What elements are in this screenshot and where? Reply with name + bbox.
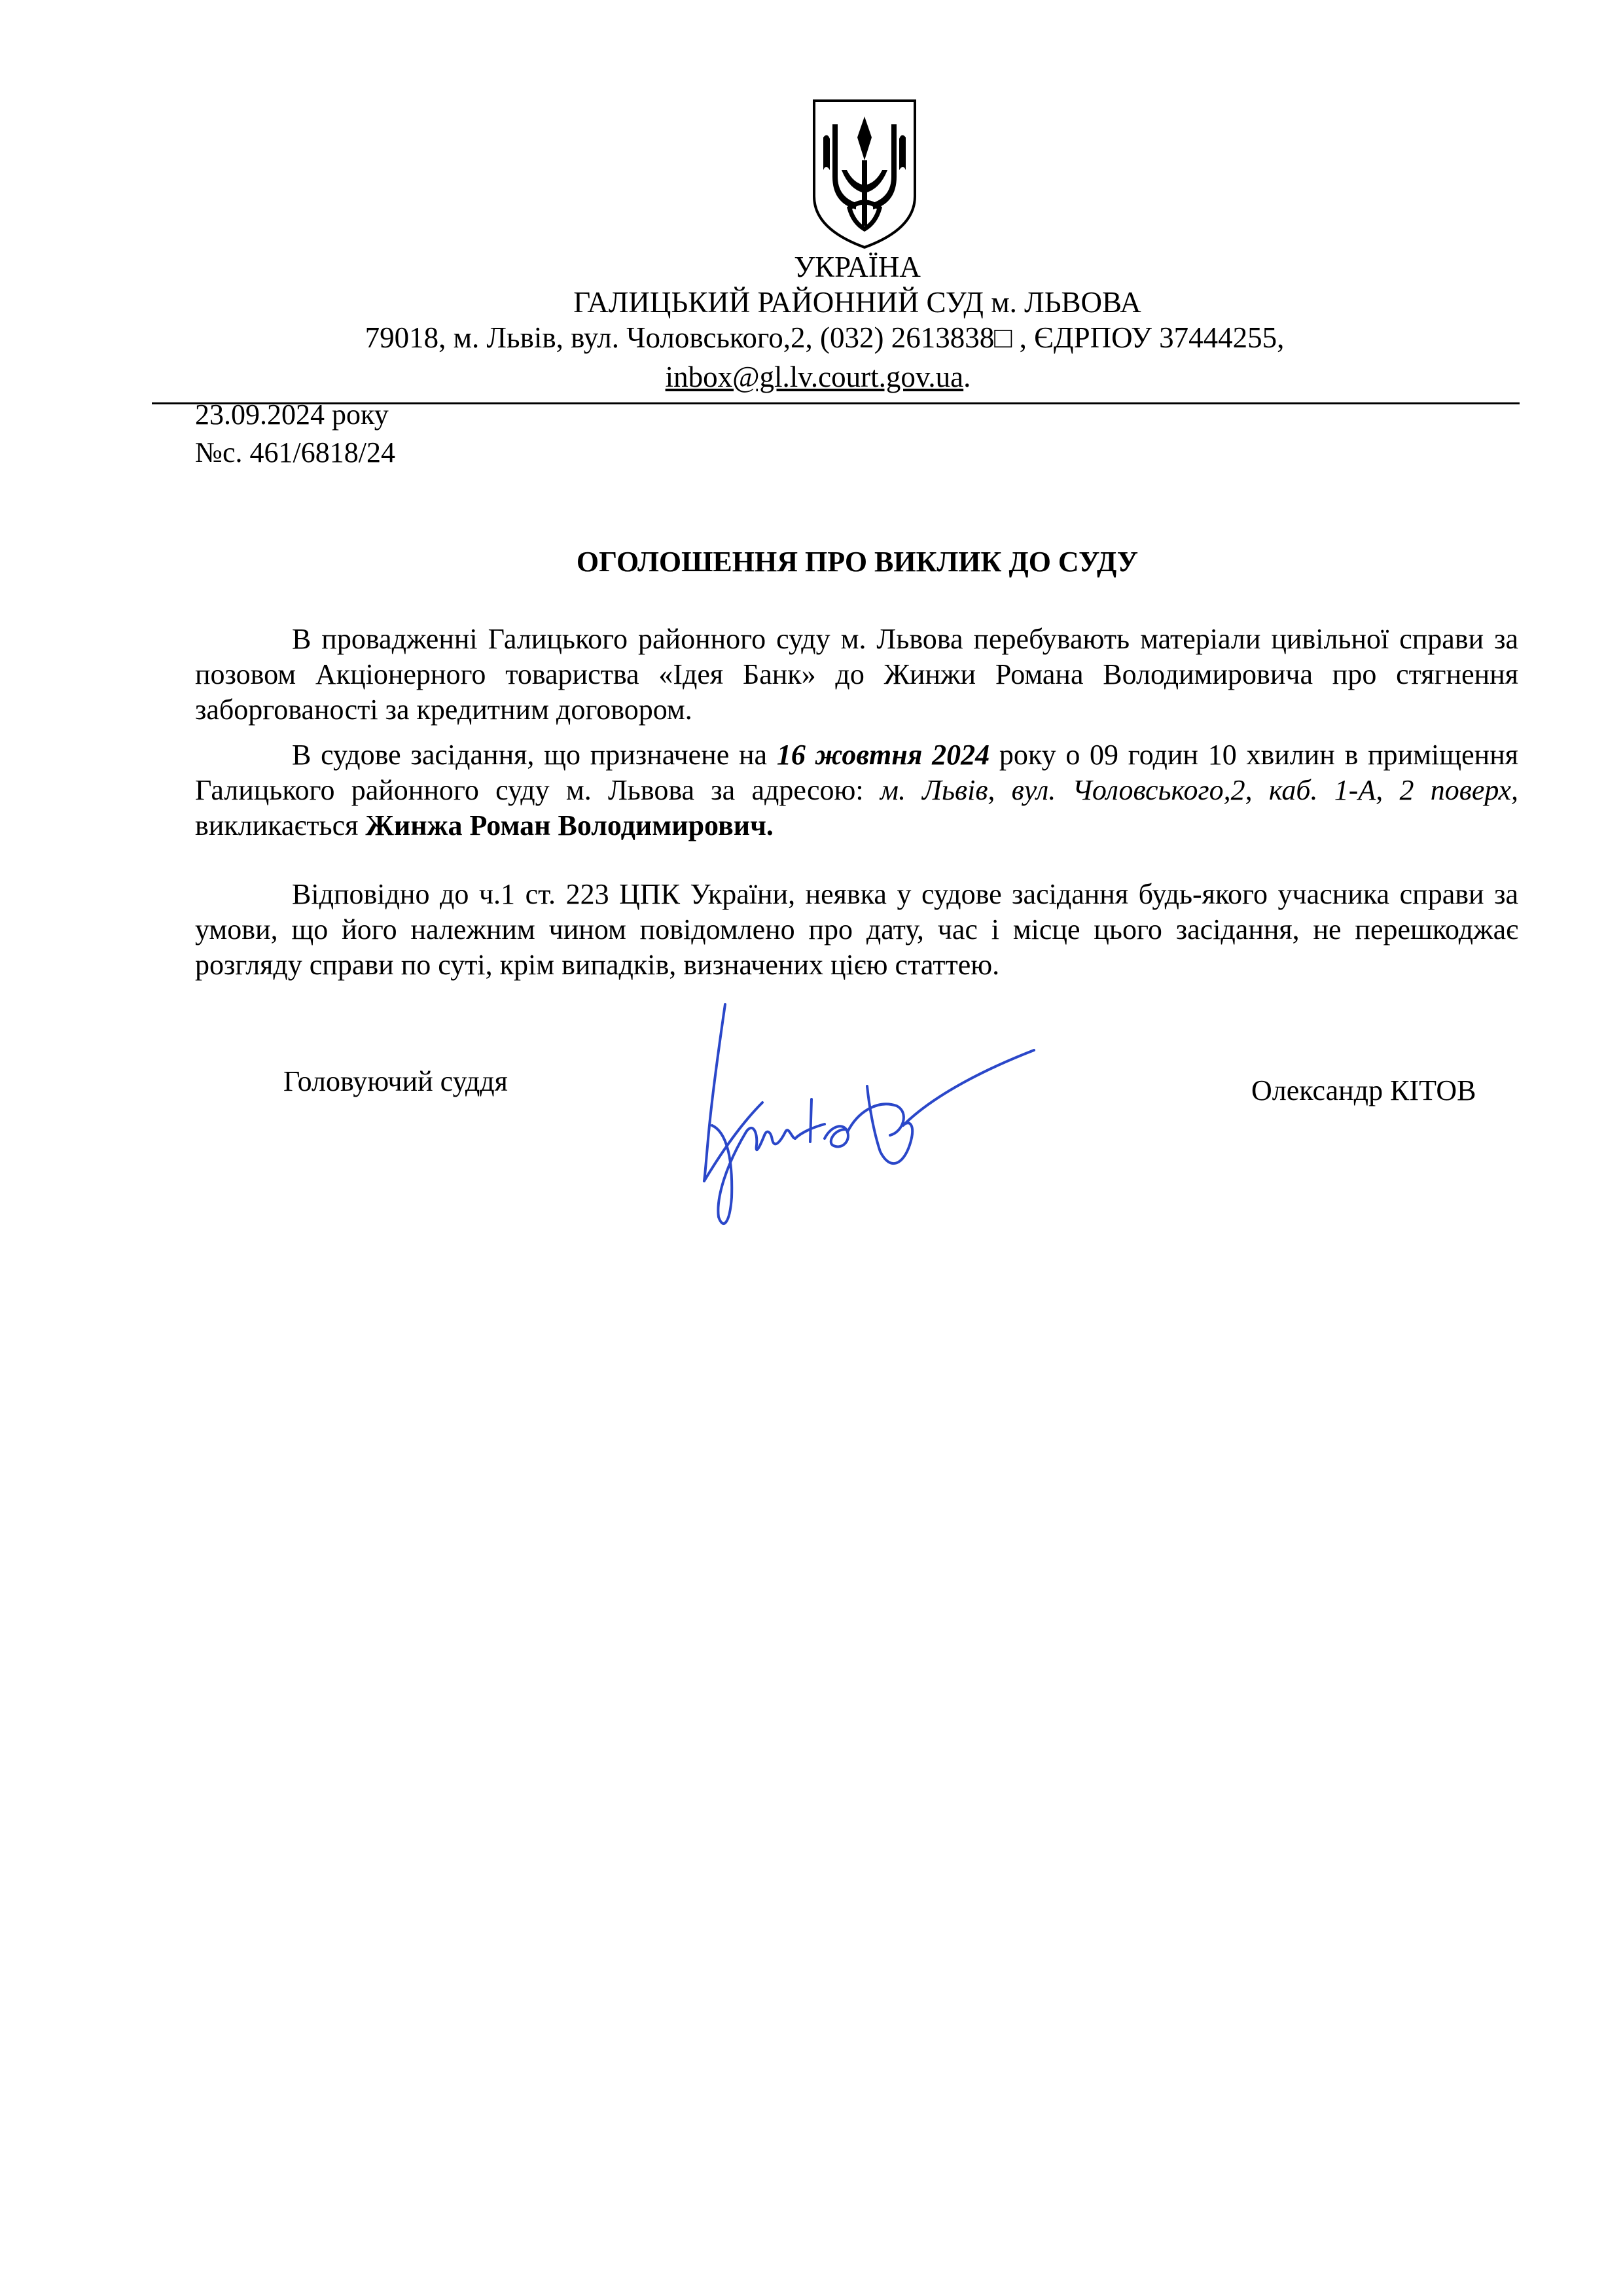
court-email-link[interactable]: inbox@gl.lv.court.gov.ua bbox=[665, 361, 964, 393]
hearing-address: м. Львів, вул. Чоловського,2, каб. 1-А, 2 поверх, bbox=[880, 774, 1518, 806]
handwritten-signature bbox=[694, 1001, 1073, 1237]
court-address: 79018, м. Львів, вул. Чоловського,2, (032) 2613838□ , ЄДРПОУ 37444255, bbox=[365, 321, 1285, 354]
document-date: 23.09.2024 року bbox=[195, 398, 389, 431]
paragraph-text: викликається bbox=[195, 809, 366, 841]
hearing-date: 16 жовтня 2024 bbox=[776, 739, 990, 771]
paragraph-text: В судове засідання, що призначене на bbox=[292, 739, 777, 771]
body-paragraph-2 bbox=[195, 737, 1518, 843]
body-paragraph-3 bbox=[195, 877, 1518, 983]
country-heading: УКРАЇНА bbox=[794, 251, 921, 283]
body-paragraph-1 bbox=[195, 622, 1518, 728]
trident-coat-of-arms-icon bbox=[810, 98, 919, 250]
paragraph-text: В провадженні Галицького районного суду м. Львова перебувають матеріали цивільної справи за позовом Акціонерного товариства «Ідея Банк» до Жинжи Романа Володимировича про стягнення заборгованості за кредитним договором. bbox=[195, 623, 1518, 726]
court-email-line bbox=[7, 359, 1623, 395]
email-suffix: . bbox=[963, 361, 971, 393]
case-number: №с. 461/6818/24 bbox=[195, 436, 395, 468]
signatory-name: Олександр КІТОВ bbox=[1251, 1074, 1476, 1106]
court-name-heading: ГАЛИЦЬКИЙ РАЙОННИЙ СУД м. ЛЬВОВА bbox=[573, 286, 1141, 319]
document-title: ОГОЛОШЕННЯ ПРО ВИКЛИК ДО СУДУ bbox=[576, 546, 1139, 578]
paragraph-text: Відповідно до ч.1 ст. 223 ЦПК України, неявка у судове засідання будь-якого учасника справи за умови, що його належним чином повідомлено про дату, час і місце цього засідання, не перешкоджає розгляду справи по суті, крім випадків, визначених цією статтею. bbox=[195, 878, 1518, 981]
signatory-title: Головуючий суддя bbox=[283, 1065, 508, 1097]
summoned-person: Жинжа Роман Володимирович. bbox=[365, 809, 774, 841]
paragraph-text: року о 09 годин 10 хвилин в приміщення Галицького районного суду м. Львова за адресою: bbox=[195, 739, 1518, 806]
